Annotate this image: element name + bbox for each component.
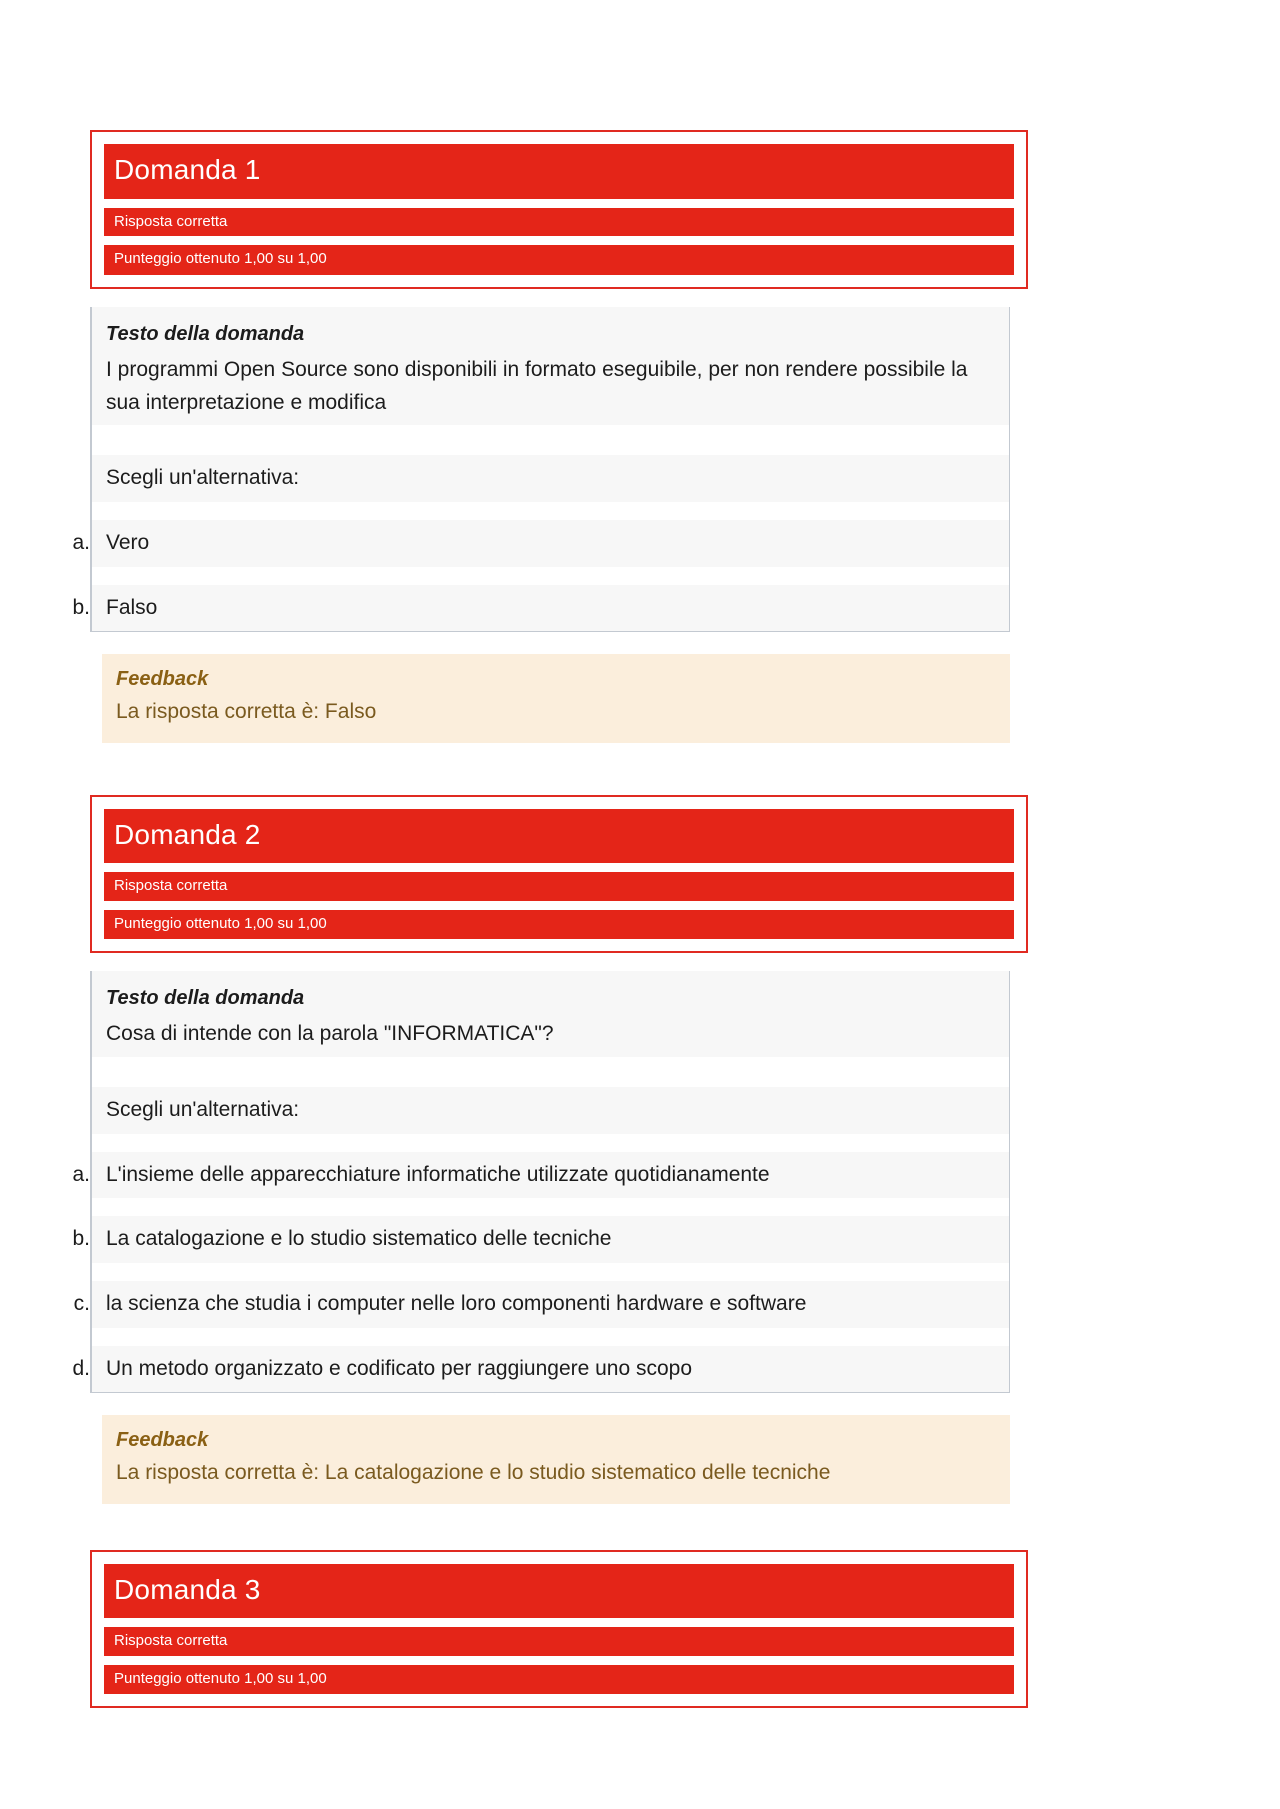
question-title-3: Domanda 3: [104, 1564, 1014, 1619]
question-text-2: Cosa di intende con la parola "INFORMATICA"?: [106, 1022, 554, 1046]
question-info-box-2: [90, 795, 1028, 954]
feedback-label-2: Feedback: [116, 1429, 209, 1452]
answer-label: Vero: [106, 531, 150, 555]
question-block-2: [0, 795, 1280, 1504]
spacer: [0, 1504, 1280, 1550]
answer-letter: b.: [72, 595, 90, 619]
spacer: [92, 1328, 1009, 1346]
question-grade-3: Punteggio ottenuto 1,00 su 1,00: [104, 1665, 1014, 1695]
question-text-label-2: Testo della domanda: [106, 987, 305, 1010]
feedback-box-2: [102, 1415, 1010, 1504]
feedback-label-1: Feedback: [116, 668, 209, 691]
answer-option-2d[interactable]: [72, 1346, 1009, 1393]
answer-list-2: [72, 1134, 1009, 1392]
spacer: [92, 502, 1009, 520]
answer-label: Falso: [106, 595, 158, 619]
question-grade-1: Punteggio ottenuto 1,00 su 1,00: [104, 245, 1014, 275]
feedback-text-2: La risposta corretta è: La catalogazione e lo studio sistematico delle tecniche: [116, 1461, 831, 1485]
answer-list-1: [72, 502, 1009, 631]
answer-label: la scienza che studia i computer nelle loro componenti hardware e software: [106, 1291, 807, 1315]
answer-label: Un metodo organizzato e codificato per raggiungere uno scopo: [106, 1356, 693, 1380]
choose-prompt-2: Scegli un'alternativa:: [106, 1097, 300, 1121]
question-state-2: Risposta corretta: [104, 872, 1014, 901]
answer-label: L'insieme delle apparecchiature informatiche utilizzate quotidianamente: [106, 1162, 770, 1186]
spacer: [92, 1198, 1009, 1216]
question-block-3: [0, 1550, 1280, 1709]
spacer: [92, 425, 1009, 455]
answer-option-2b[interactable]: [72, 1216, 1009, 1263]
question-block-1: [0, 130, 1280, 743]
question-title-2: Domanda 2: [104, 809, 1014, 864]
answer-option-1b[interactable]: [72, 585, 1009, 632]
spacer: [0, 743, 1280, 795]
question-title-1: Domanda 1: [104, 144, 1014, 199]
answer-option-2a[interactable]: [72, 1152, 1009, 1199]
spacer: [92, 1134, 1009, 1152]
question-body-2: [72, 971, 1010, 1393]
question-body-1: [72, 307, 1010, 633]
question-state-3: Risposta corretta: [104, 1627, 1014, 1656]
answer-letter: a.: [72, 1162, 90, 1186]
question-grade-2: Punteggio ottenuto 1,00 su 1,00: [104, 910, 1014, 940]
answer-letter: d.: [72, 1356, 90, 1380]
choose-prompt-1: Scegli un'alternativa:: [106, 465, 300, 489]
answer-letter: c.: [73, 1291, 90, 1315]
spacer: [92, 567, 1009, 585]
question-info-box-1: [90, 130, 1028, 289]
answer-option-2c[interactable]: [73, 1281, 1009, 1328]
feedback-text-1: La risposta corretta è: Falso: [116, 700, 377, 724]
question-info-box-3: [90, 1550, 1028, 1709]
spacer: [92, 1057, 1009, 1087]
answer-letter: b.: [72, 1227, 90, 1251]
feedback-box-1: [102, 654, 1010, 743]
question-text-label-1: Testo della domanda: [106, 322, 305, 345]
spacer: [92, 1263, 1009, 1281]
answer-option-1a[interactable]: [72, 520, 1009, 567]
question-text-1: I programmi Open Source sono disponibili in formato eseguibile, per non rendere possibile la sua interpretazione e modifica: [106, 357, 968, 414]
answer-label: La catalogazione e lo studio sistematico delle tecniche: [106, 1227, 612, 1251]
answer-letter: a.: [72, 531, 90, 555]
question-state-1: Risposta corretta: [104, 208, 1014, 237]
